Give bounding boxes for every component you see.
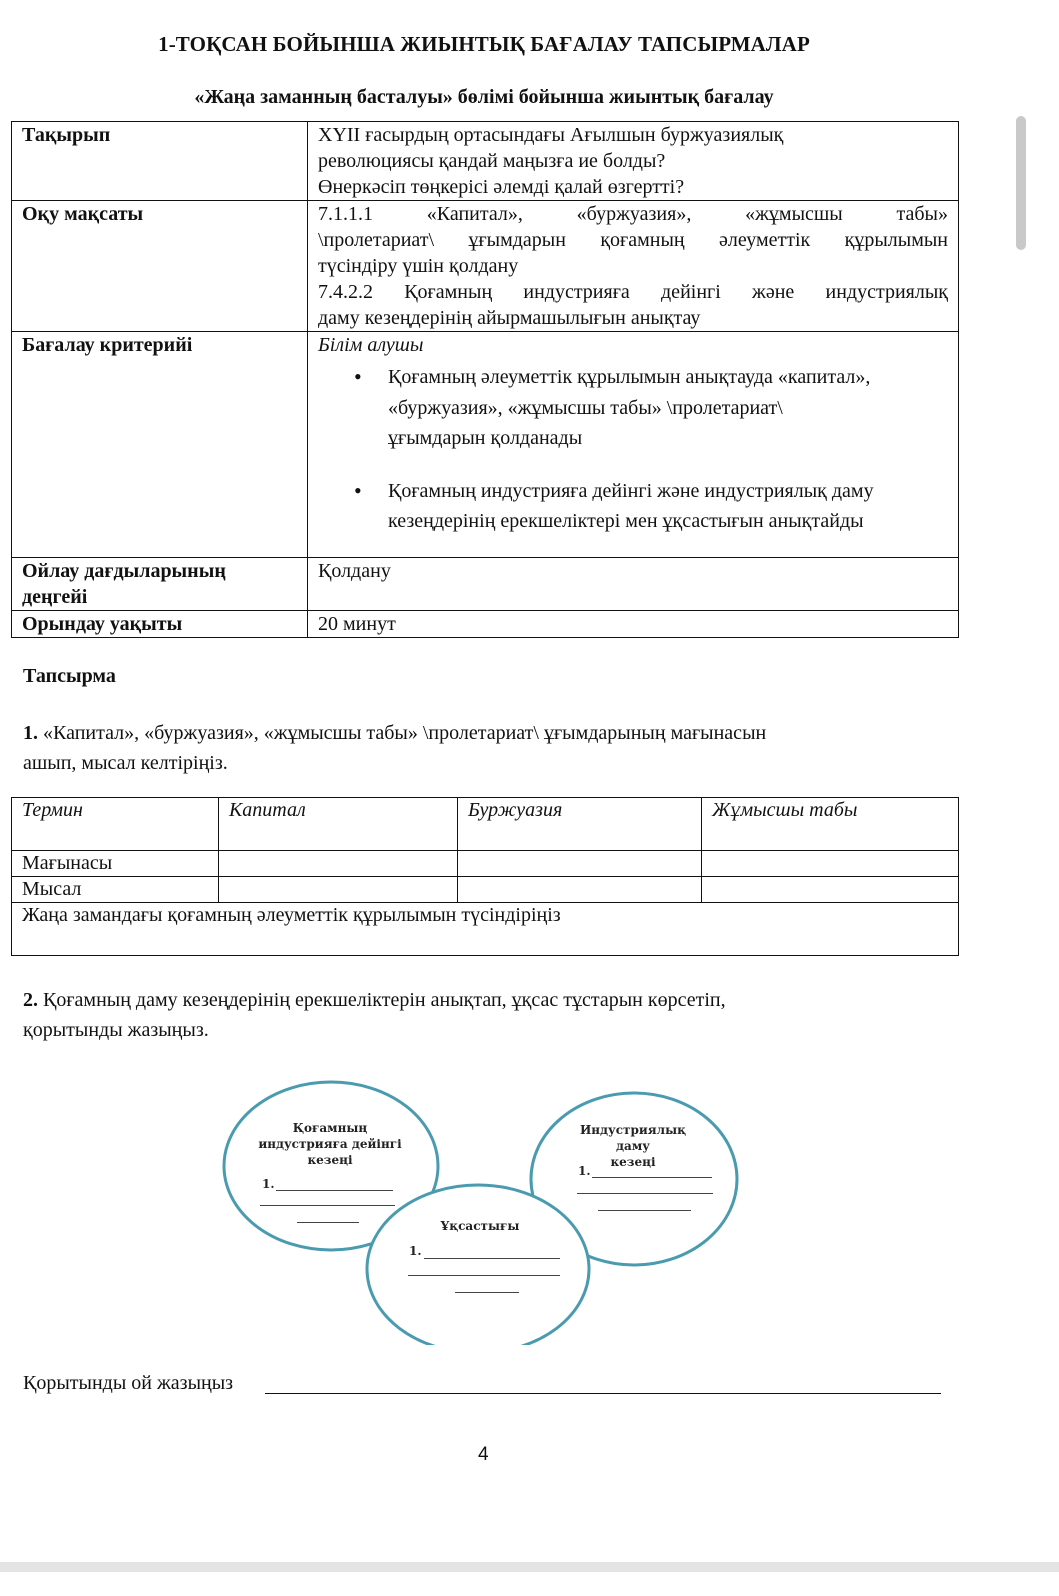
thinking-level-value: Қолдану [308, 557, 959, 610]
bubble-title-line: Ұқсастығы [440, 1219, 520, 1233]
bubble-title-line: индустрияға дейінгі [258, 1137, 402, 1151]
criteria-line: кезеңдерінің ерекшеліктері мен ұқсастығын анықтайды [388, 510, 864, 532]
item-number: 1. [578, 1164, 591, 1178]
answer-cell[interactable] [458, 851, 702, 877]
answer-line[interactable] [455, 1292, 519, 1293]
bubble-title-line: кезеңі [307, 1153, 353, 1167]
objectives-value [308, 201, 959, 332]
table-row [12, 877, 959, 903]
label-line: деңгейі [22, 585, 88, 608]
criteria-label: Бағалау критерийі [12, 332, 308, 558]
table-row-thinking-level [12, 557, 959, 610]
vertical-scrollbar[interactable] [1016, 116, 1026, 250]
header-cell: Капитал [219, 798, 458, 851]
criteria-item [388, 362, 948, 454]
question-text: «Капитал», «буржуазия», «жұмысшы табы» \пролетариат\ ұғымдарының мағынасын [38, 722, 767, 744]
answer-cell[interactable] [702, 877, 959, 903]
objective-line: түсіндіру үшін қолдану [318, 255, 519, 277]
criteria-line: «буржуазия», «жұмысшы табы» \пролетариат\ [388, 396, 783, 419]
topic-label: Тақырып [12, 122, 308, 201]
terms-header-row [12, 798, 959, 851]
question-2 [23, 985, 923, 1045]
bubble-title-line: Қоғамның [292, 1121, 368, 1135]
row-label: Мысал [12, 877, 219, 903]
bubble-title-line: кезеңі [610, 1155, 656, 1169]
terms-table [11, 797, 959, 956]
objectives-label: Оқу мақсаты [12, 201, 308, 332]
conclusion-prompt: Қорытынды ой жазыңыз [23, 1372, 234, 1394]
bubble-title-line: Индустриялық даму [579, 1123, 687, 1153]
answer-cell[interactable] [702, 851, 959, 877]
objective-line: 7.1.1.1 «Капитал», «буржуазия», «жұмысшы табы» [318, 203, 948, 225]
topic-line: революциясы қандай маңызға ие болды? [318, 150, 666, 172]
topic-line: XYII ғасырдың ортасындағы Ағылшын буржуазиялық [318, 124, 784, 146]
right-bubble-title [568, 1122, 698, 1170]
conclusion-answer-line[interactable] [265, 1393, 941, 1394]
question-1 [23, 718, 923, 778]
assessment-info-table [11, 121, 959, 638]
objective-line: 7.4.2.2 Қоғамның индустрияға дейінгі және индустриялық [318, 281, 948, 303]
item-number: 1. [262, 1177, 275, 1191]
criteria-item [388, 476, 948, 537]
left-bubble-title [240, 1120, 420, 1168]
task-heading: Тапсырма [23, 665, 116, 687]
question-line: ашып, мысал келтіріңіз. [23, 752, 228, 774]
answer-line[interactable] [276, 1190, 393, 1191]
table-row-topic [12, 122, 959, 201]
answer-line[interactable] [260, 1205, 395, 1206]
table-row [12, 851, 959, 877]
table-row-objectives [12, 201, 959, 332]
question-number: 2. [23, 989, 38, 1011]
criteria-list [318, 362, 948, 537]
duration-value: 20 минут [308, 610, 959, 637]
page-separator [0, 1562, 1059, 1572]
criteria-line: • Қоғамның әлеуметтік құрылымын анықтауда «капитал», [388, 366, 871, 388]
answer-line[interactable] [408, 1275, 560, 1276]
header-cell: Жұмысшы табы [702, 798, 959, 851]
criteria-intro: Білім алушы [318, 334, 424, 356]
question-text: Қоғамның даму кезеңдерінің ерекшеліктерін анықтап, ұқсас тұстарын көрсетіп, [38, 989, 726, 1011]
objective-line: даму кезеңдерінің айырмашылығын анықтау [318, 307, 701, 329]
objective-line: \пролетариат\ ұғымдарын қоғамның әлеуметтік құрылымын [318, 229, 948, 251]
question-number: 1. [23, 722, 38, 744]
thinking-level-label [12, 557, 308, 610]
topic-value [308, 122, 959, 201]
question-line [23, 718, 923, 748]
document-subtitle: «Жаңа заманның басталуы» бөлімі бойынша жиынтық бағалау [194, 86, 774, 108]
answer-line[interactable] [424, 1258, 560, 1259]
center-bubble-title [420, 1218, 540, 1234]
answer-line[interactable] [598, 1210, 691, 1211]
answer-line[interactable] [592, 1177, 712, 1178]
label-line: Ойлау дағдыларының [22, 559, 226, 582]
document-title: 1-ТОҚСАН БОЙЫНША ЖИЫНТЫҚ БАҒАЛАУ ТАПСЫРМАЛАР [158, 32, 810, 56]
header-cell: Термин [12, 798, 219, 851]
venn-diagram [210, 1080, 780, 1345]
duration-label: Орындау уақыты [12, 610, 308, 637]
table-row-duration [12, 610, 959, 637]
table-row [12, 903, 959, 956]
answer-line[interactable] [577, 1193, 713, 1194]
center-bubble-outline [367, 1185, 589, 1345]
explain-cell: Жаңа замандағы қоғамның әлеуметтік құрылымын түсіндіріңіз [12, 903, 959, 956]
answer-cell[interactable] [458, 877, 702, 903]
question-line: қорытынды жазыңыз. [23, 1019, 209, 1041]
topic-line: Өнеркәсіп төңкерісі әлемді қалай өзгертті? [318, 176, 685, 198]
item-number: 1. [409, 1244, 422, 1258]
header-cell: Буржуазия [458, 798, 702, 851]
answer-cell[interactable] [219, 851, 458, 877]
criteria-line: • Қоғамның индустрияға дейінгі және индустриялық даму [388, 479, 874, 502]
row-label: Мағынасы [12, 851, 219, 877]
table-row-criteria [12, 332, 959, 558]
page-number: 4 [478, 1444, 489, 1465]
criteria-value [308, 332, 959, 558]
answer-line[interactable] [297, 1222, 359, 1223]
answer-cell[interactable] [219, 877, 458, 903]
criteria-line: ұғымдарын қолданады [388, 427, 583, 449]
question-line [23, 985, 923, 1015]
